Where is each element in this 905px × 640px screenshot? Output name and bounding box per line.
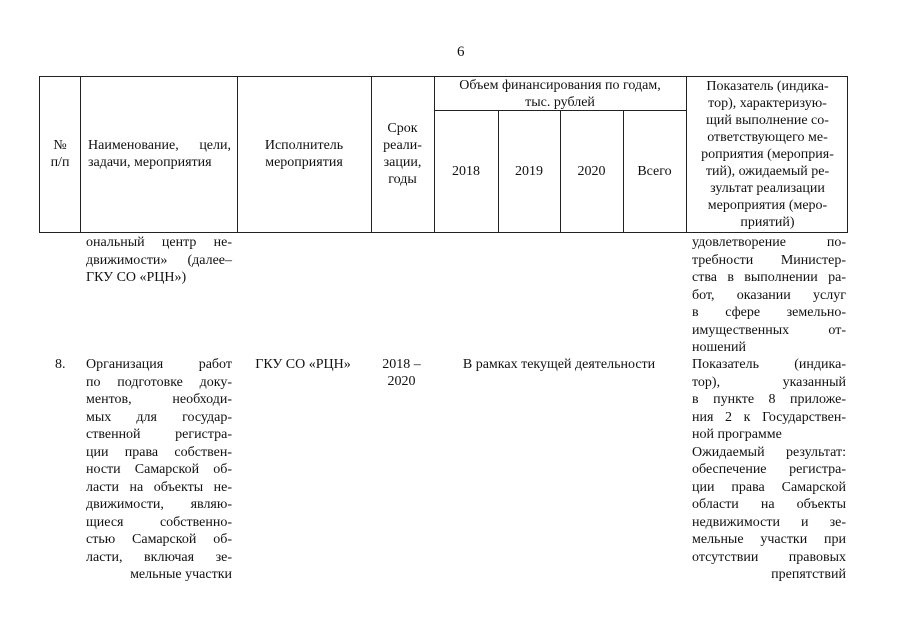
- header-name: Наименование, цели, задачи, мероприятия: [88, 138, 231, 170]
- header-indicator: Показатель (индика- тор), характеризую- щий выполнение со- ответствующего ме- роприятия (мероприя- тий), ожидаемый ре- зультат реализации мероприятия (меро- приятий): [701, 79, 834, 230]
- header-num: № п/п: [50, 138, 70, 170]
- header-funding: Объем финансирования по годам, тыс. рублей: [459, 78, 661, 110]
- row8-funding: В рамках текущей деятельности: [462, 357, 656, 372]
- page-number: 6: [457, 44, 465, 60]
- table-header: [39, 76, 848, 233]
- row8-indicator: Показатель (индика- тор), указанный в пункте 8 приложе- ния 2 к Государствен- ной программе Ожидаемый результат: обеспечение регистра- ции права Самарской области на объекты недвижимости и зе- мельные участки при отсутствии правовых препятствий: [692, 357, 846, 582]
- row8-executor: ГКУ СО «РЦН»: [255, 357, 351, 372]
- header-year-2018: 2018: [452, 164, 480, 179]
- row-number: 8.: [55, 357, 66, 372]
- header-executor: Исполнитель мероприятия: [264, 138, 344, 170]
- header-year-2020: 2020: [577, 164, 606, 179]
- column-divider: [80, 77, 81, 232]
- continuation-name: ональный центр не- движимости» (далее– ГКУ СО «РЦН»): [86, 235, 232, 285]
- row8-name: Организация работ по подготовке доку- ментов, необходи- мых для государ- ственной регистра- ции права собствен- ности Самарской об- ласти на объекты не- движимости, являю- щиеся собственно- стью Самарской об- ласти, включая зе- мельные участки: [86, 357, 232, 582]
- header-year-2019: 2019: [515, 164, 543, 179]
- continuation-indicator: удовлетворение по- требности Министер- ства в выполнении ра- бот, оказании услуг в сфере земельно- имущественных от- ношений: [692, 235, 846, 355]
- header-term: Срок реали- зации, годы: [383, 121, 422, 187]
- row8-term: 2018 – 2020: [382, 357, 421, 389]
- header-total: Всего: [637, 164, 672, 179]
